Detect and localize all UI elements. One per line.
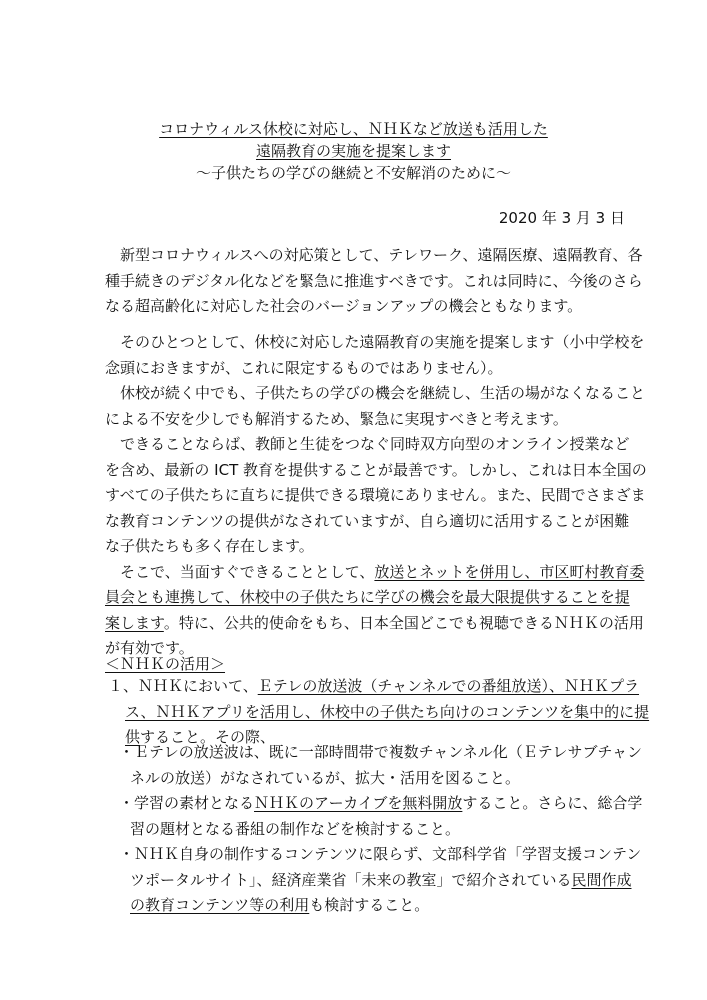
- paragraph-line: による不安を少しでも解消するため、緊急に実現すべきと考えます。: [105, 409, 568, 428]
- bullet-item-continued: ツポータルサイト」、経済産業省「未来の教室」で紹介されている民間作成: [130, 870, 632, 889]
- paragraph-line: を含め、最新の ICT 教育を提供することが最善です。しかし、これは日本全国の: [105, 460, 647, 479]
- paragraph-line: [105, 585, 630, 611]
- paragraph-line: そのひとつとして、休校に対応した遠隔教育の実施を提案します（小中学校を: [105, 333, 645, 351]
- section-heading: ＜ＮＨＫの活用＞: [105, 655, 226, 673]
- bullet-item: ・ＮＨＫ自身の制作するコンテンツに限らず、文部科学省「学習支援コンテン: [119, 845, 642, 863]
- underlined-text: 案します: [105, 613, 164, 632]
- paragraph-line: すべての子供たちに直ちに提供できる環境にありません。また、民間でさまざま: [105, 486, 646, 504]
- document-date: 2020 年 3 月 3 日: [498, 209, 625, 227]
- underlined-text: 供: [125, 728, 141, 746]
- bullet-item-continued: ネルの放送）がなされているが、拡大・活用を図ること。: [130, 768, 521, 787]
- paragraph-line: そこで、当面すぐできることとして、放送とネットを併用し、市区町村教育委: [105, 562, 645, 581]
- paragraph-line: な教育コンテンツの提供がなされていますが、自ら適切に活用することが困難: [105, 511, 630, 530]
- paragraph-line: なる超高齢化に対応した社会のバージョンアップの機会ともなります。: [105, 297, 583, 315]
- title-subtitle: ～子供たちの学びの継続と不安解消のために～: [195, 164, 511, 182]
- paragraph-line: 種手続きのデジタル化などを緊急に推進すべきです。これは同時に、今後のさら: [105, 271, 643, 290]
- underlined-text: ＮＨＫのアーカイブを無料開放: [254, 794, 463, 812]
- bullet-item: ・Ｅテレの放送波は、既に一部時間帯で複数チャンネル化（Ｅテレサブチャン: [119, 743, 643, 761]
- paragraph-line: 念頭におきますが、これに限定するものではありません）。: [105, 358, 503, 377]
- bullet-item: ・学習の素材となるＮＨＫのアーカイブを無料開放すること。さらに、総合学: [119, 794, 643, 812]
- title-line-2: 遠隔教育の実施を提案します: [255, 142, 451, 160]
- bullet-item-continued: 習の題材となる番組の制作などを検討すること。: [130, 819, 461, 838]
- list-item-1: １、ＮＨＫにおいて、Ｅテレの放送波（チャンネルでの番組放送）、ＮＨＫプラ ス、ＮＨＫアプリを活用し、休校中の子供たち向けのコンテンツを集中的に提 供すること。その際、: [108, 677, 650, 746]
- paragraph-line: できることならば、教師と生徒をつなぐ同時双方向型のオンライン授業など: [105, 435, 630, 453]
- paragraph-1: [105, 243, 643, 320]
- title-line-1: コロナウィルス休校に対応し、ＮＨＫなど放送も活用した: [159, 120, 548, 138]
- underlined-text: 放送とネットを併用し、市区町村教育委: [374, 562, 645, 581]
- paragraph-line: が有効です。: [105, 639, 194, 657]
- underlined-text: 員会とも連携して、休校中の子供たちに学びの機会を最大限提供することを提: [105, 588, 630, 606]
- paragraph-line: 休校が続く中でも、子供たちの学びの機会を継続し、生活の場がなくなること: [105, 384, 646, 402]
- paragraph-line: 新型コロナウィルスへの対応策として、テレワーク、遠隔医療、遠隔教育、各: [105, 246, 643, 264]
- underlined-text: ス、ＮＨＫアプリを活用し、休校中の子供たち向けのコンテンツを集中的に提: [125, 702, 650, 721]
- bullet-item-continued: の教育コンテンツ等の利用も検討すること。: [130, 896, 430, 914]
- paragraph-line: 案します。特に、公共的使命をもち、日本全国どこでも視聴できるＮＨＫの活用: [105, 613, 644, 632]
- paragraph-3: [105, 432, 647, 662]
- underlined-text: 民間作成: [571, 870, 632, 889]
- paragraph-2: [105, 330, 646, 432]
- bullet-list: [119, 740, 642, 919]
- underlined-text: Ｅテレの放送波（チャンネルでの番組放送）、ＮＨＫプラ: [257, 677, 640, 695]
- underlined-text: の教育コンテンツ等の利用: [130, 896, 310, 914]
- paragraph-line: な子供たちも多く存在します。: [105, 537, 314, 555]
